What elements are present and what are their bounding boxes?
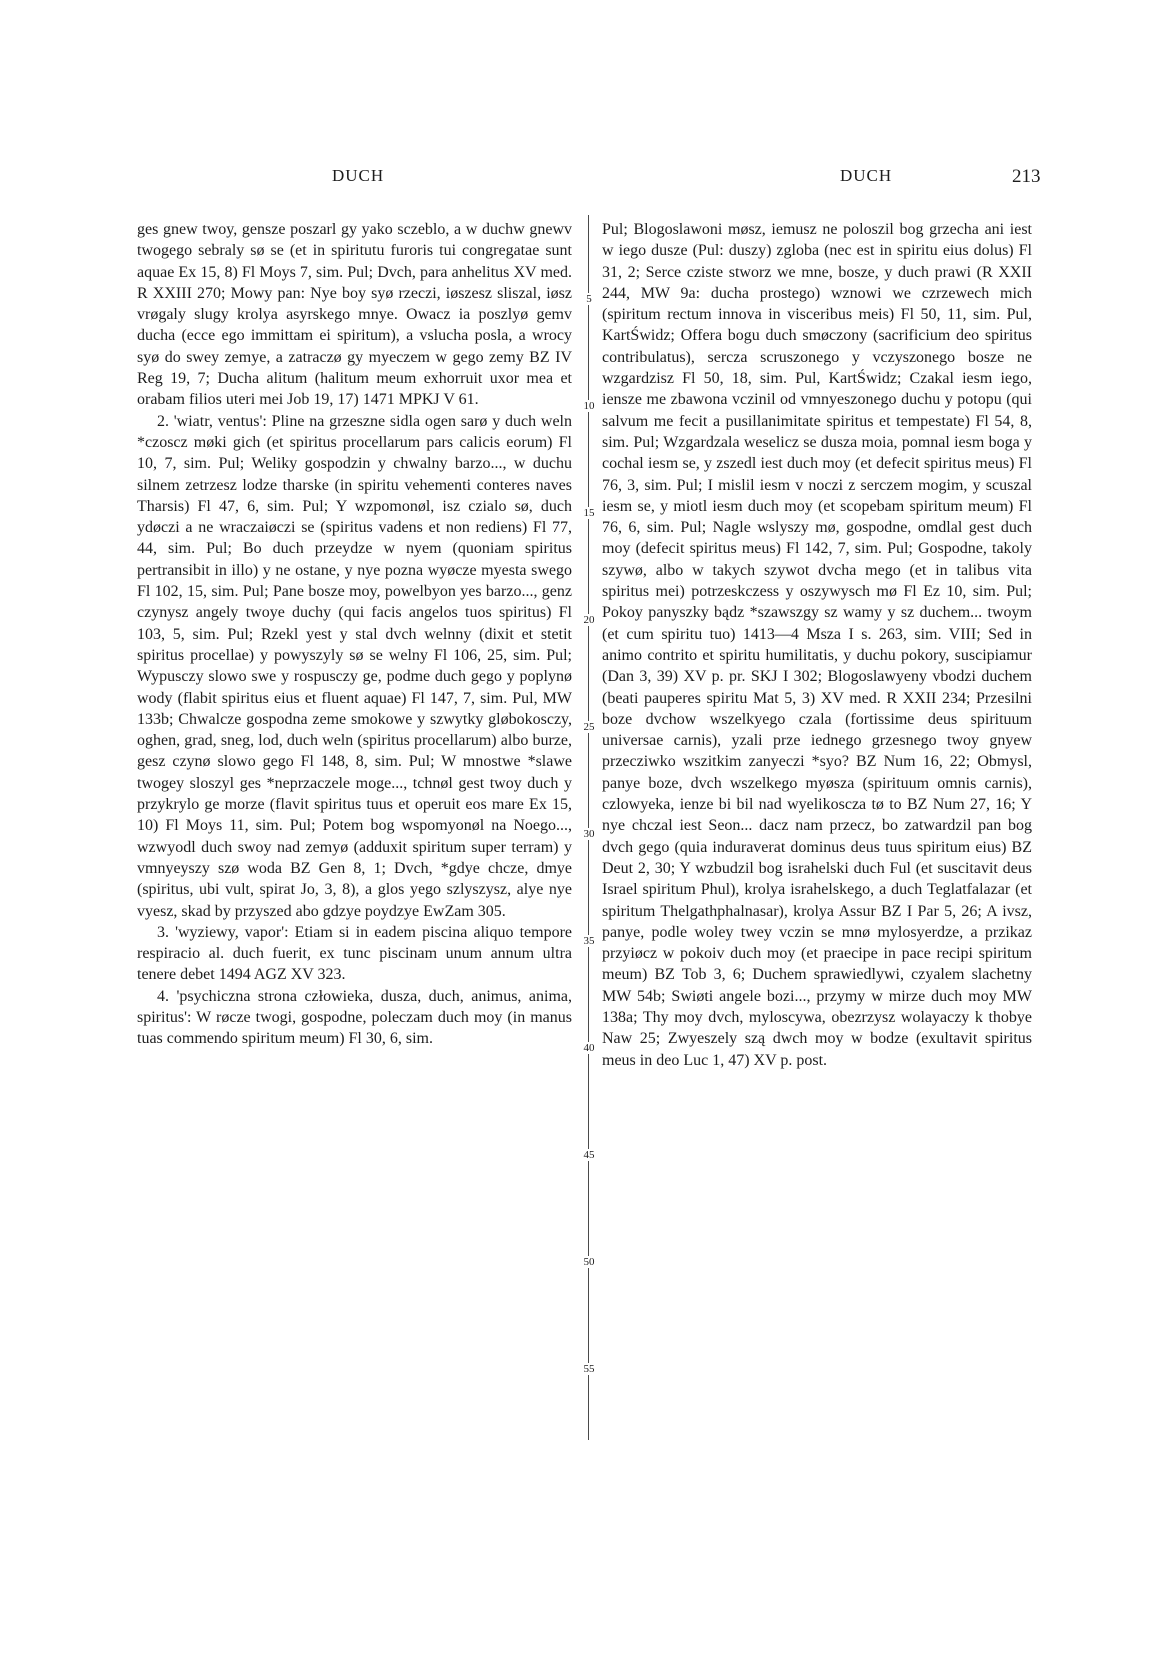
page-number: 213 (1012, 166, 1041, 187)
paragraph-continuation: ges gnew twoy, gensze poszarl gy yako sczeblo, a w duchw gnewv twogego sebraly sø se (et in spiritutu furoris tui congregatae sunt aquae Ex 15, 8) Fl Moys 7, sim. Pul; Dvch, para anhelitus XV med. R XXIII 270; Mowy pan: Nye boy syø rzeczi, iøszesz sliszal, iøsz vrøgaly slugy krolya asyrskego mnye. Owacz ia poszlyø gemv ducha (ecce ego immittam ei spiritum), a vslucha posla, a wrocy syø do swey zemye, a zatraczø gy myeczem w gego zemy BZ IV Reg 19, 7; Ducha alitum (halitum meum exhorruit uxor mea et orabam filios uteri mei Job 19, 17) 1471 MPKJ V 61. (137, 221, 572, 409)
line-number: 5 (583, 293, 595, 305)
line-number: 10 (583, 400, 595, 412)
line-number: 15 (583, 507, 595, 519)
line-number: 25 (583, 721, 595, 733)
line-number: 50 (583, 1256, 595, 1268)
running-head-left: DUCH (332, 166, 385, 185)
sense-4-paragraph: 4. 'psychiczna strona człowieka, dusza, duch, animus, anima, spiritus': W røcze twogi, gospodne, poleczam duch moy (in manus tuas commendo spiritum meum) Fl 30, 6, sim. (137, 987, 572, 1048)
left-column (137, 219, 572, 1439)
sense-3-paragraph: 3. 'wyziewy, vapor': Etiam si in eadem piscina aliquo tempore respiracio al. duch fuerit, ex tunc piscinam unum annum ultra tenere debet 1494 AGZ XV 323. (137, 923, 572, 984)
paragraph-continuation: Pul; Blogoslawoni møsz, iemusz ne poloszil bog grzecha ani iest w iego dusze (Pul: duszy) zgloba (nec est in spiritu eius dolus) Fl 31, 2; Serce cziste stworz we mne, bosze, y duch prawi (R XXII 244, MW 9a: ducha prostego) wznowi we czrzewech mich (spiritum rectum innova in visceribus meis) Fl 50, 11, sim. Pul, KartŚwidz; Offera bogu duch smøczony (sacrificium deo spiritus contribulatus), sercza scruszonego y vczyszonego bosze ne wzgardzisz Fl 50, 18, sim. Pul, KartŚwidz; Czakal iesm iego, iensze me zbawona vczinil od vmnyeszonego duchu y potopu (qui salvum me fecit a pusillanimitate spiritus et tempestate) Fl 54, 8, sim. Pul; Wzgardzala weselicz se dusza moia, pomnal iesm boga y cochal iesm se, y zszedl iest duch moy (et defecit spiritus meus) Fl 76, 3, sim. Pul; I mislil iesm v noczi z serczem mogim, y scuszal iesm se, y miotl iesm duch moy (et scopebam spiritum meum) Fl 76, 6, sim. Pul; Nagle wslyszy mø, gospodne, omdlal gest duch moy (defecit spiritus meus) Fl 142, 7, sim. Pul; Gospodne, takoly szywø, albo w takych szywot dvcha mego (et in talibus vita spiritus mei) potrzeskczess y oszywysch mø Fl Ez 10, sim. Pul; Pokoy panyszky bądz *szawszgy sz wamy y sz duchem... twoym (et cum spiritu tuo) 1413—4 Msza I s. 263, sim. VIII; Sed in animo contrito et spiritu humilitatis, y duchu pokory, suscipiamur (Dan 3, 39) XV p. pr. SKJ I 302; Blogoslawyeny vbodzi duchem (beati pauperes spiritu Mat 5, 3) XV med. R XXII 234; Przesilni boze dvchow wszelkyego czala (fortissime deus spirituum universae carnis), yzali prze iednego grzesnego twoy gnyew przecziwko wszitkim zanyeczi *syo? BZ Num 16, 22; Obmysl, panye boze, dvch wszelkego myøsza (spirituum omnis carnis), czlowyeka, ienze bi bil nad wyelikoscza tø to BZ Num 27, 16; Y nye chczal iest Seon... dacz nam przecz, bo zatwardzil pan bog dvch gego (quia induraverat dominus deus tuus spiritum eius) BZ Deut 2, 30; Y wzbudzil bog israhelski duch Ful (et suscitavit deus Israel spiritum Phul), krolya israhelskego, a duch Teglatfalazar (et spiritum Thelgathphalnasar), krolya Assur BZ I Par 5, 26; A ivsz, panye, podle woley twey vczin se mnø mylosyerdze, a przikaz przyiøcz w pokoiv duch moy (et praecipe in pace recipi spiritum meum) BZ Tob 3, 6; Duchem sprawiedlywi, czyalem slachetny MW 54b; Swiøti angele bozi..., przymy w mirze duch moy MW 138a; Thy moy dvch, myloscywa, obezrzysz wolayaczy k thobye Naw 25; Zwyeszely szą dwch moy w bodze (exultavit spiritus meus in deo Luc 1, 47) XV p. post. (602, 221, 1032, 1069)
running-head-right: DUCH (840, 166, 893, 185)
line-number: 45 (583, 1149, 595, 1161)
line-number: 30 (583, 828, 595, 840)
right-column (602, 219, 1032, 1439)
line-number: 40 (583, 1042, 595, 1054)
sense-2-paragraph: 2. 'wiatr, ventus': Pline na grzeszne sidla ogen sarø y duch weln *czoscz møki gich (et spiritus procellarum pars calicis eorum) Fl 10, 7, sim. Pul; Weliky gospodzin y chwalny barzo..., w duchu silnem zetrzesz lodze tharske (in spiritu vehementi conteres naves Tharsis) Fl 47, 6, sim. Pul; Y wzpomonøl, isz czialo sø, duch ydøczi a ne wraczaiøczi se (spiritus vadens et non rediens) Fl 77, 44, sim. Pul; Bo duch przeydze w nyem (quoniam spiritus pertransibit in illo) y ne ostane, y nye pozna wyøcze myesta swego Fl 102, 15, sim. Pul; Pane bosze moy, powelbyon yes barzo..., genz czynysz angely twoye duchy (qui facis angelos tuos spiritus) Fl 103, 5, sim. Pul; Rzekl yest y stal dvch welnny (dixit et stetit spiritus procellae) y powyszyly sø se welny Fl 106, 25, sim. Pul; Wypusczy slowo swe y rospusczy ge, podme duch gego y poplynø wody (flabit spiritus eius et fluent aquae) Fl 147, 7, sim. Pul, MW 133b; Chwalcze gospodna zeme smokowe y szwytky gløbokosczy, oghen, grad, sneg, lod, duch weln (spiritus procellarum) albo burze, gesz czynø slowo gego Fl 148, 8, sim. Pul; W mnostwe *slawe twogey sloszyl ges *neprzaczele moge..., tchnøl gest twoy duch y przykrylo ge morze (flavit spiritus tuus et operuit eos mare Ex 15, 10) Fl Moys 11, sim. Pul; Potem bog wspomyonøl na Noego..., wzwyodl duch swoy nad zemyø (adduxit spiritum super terram) y vmnyeyszy szø woda BZ Gen 8, 1; Dvch, *gdye chcze, dmye (spiritus, ubi vult, spirat Jo, 3, 8), a glos yego szlyszysz, alye nye vyesz, skad by przyszed abo gdzye poydzye EwZam 305. (137, 412, 572, 920)
line-number: 35 (583, 935, 595, 947)
line-number: 55 (583, 1363, 595, 1375)
line-number: 20 (583, 614, 595, 626)
